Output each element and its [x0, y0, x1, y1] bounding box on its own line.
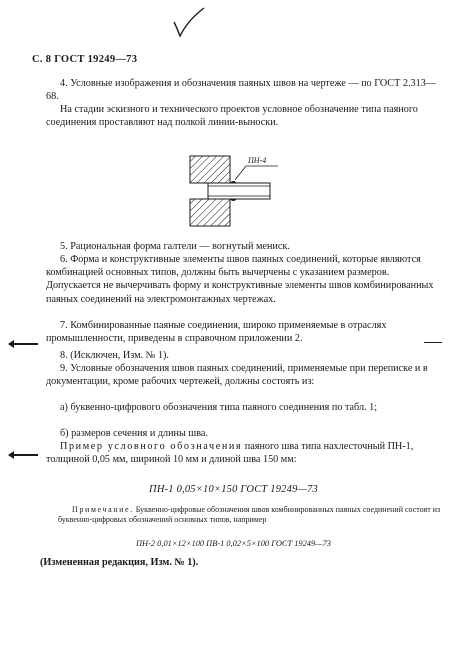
margin-dash	[424, 342, 442, 343]
paragraph-4: 4. Условные изображения и обозначения паяных швов на чертеже — по ГОСТ 2.313—68.	[46, 78, 436, 103]
example-lead: Пример условного обозначения	[60, 441, 243, 452]
margin-arrow-icon	[12, 343, 38, 345]
paragraph-item-a: а) буквенно-цифрового обозначения типа паяного соединения по табл. 1;	[60, 402, 378, 413]
margin-arrow-icon	[12, 454, 38, 456]
solder-joint-drawing	[180, 150, 290, 232]
closing-remark: (Измененная редакция, Изм. № 1).	[40, 557, 199, 568]
note-text: Буквенно-цифровые обозначения швов комбинированных паяных соединений состоят из буквенно-цифровых обозначений основных типов, например	[58, 505, 441, 525]
paragraph-7: 7. Комбинированные паяные соединения, широко применяемые в отраслях промышленности, приведены в справочном приложении 2.	[46, 320, 387, 345]
note-formula: ПН-2 0,01×12×100 ПВ-1 0,02×5×100 ГОСТ 19249—73	[136, 539, 331, 548]
check-mark-icon	[168, 6, 208, 42]
example-text: паяного шва типа нахлесточный ПН-1, толщиной 0,05 мм, шириной 10 мм и длиной шва 150 мм:	[46, 441, 414, 466]
note-lead: Примечание.	[72, 505, 134, 514]
paragraph-sketch-stage: На стадии эскизного и технического проектов условное обозначение типа паяного соединения проставляют над полкой линии-выноски.	[46, 104, 418, 129]
paragraph-5: 5. Рациональная форма галтели — вогнутый мениск.	[60, 241, 290, 252]
drawing-label: ПН-4	[248, 156, 267, 165]
paragraph-8: 8. (Исключен, Изм. № 1).	[60, 350, 169, 361]
page-header: С. 8 ГОСТ 19249—73	[32, 54, 138, 65]
note-paragraph	[58, 505, 441, 526]
paragraph-9: 9. Условные обозначения швов паяных соединений, применяемые при переписке и в документации, кроме рабочих чертежей, должны состоять из:	[46, 363, 428, 388]
designation-formula: ПН-1 0,05×10×150 ГОСТ 19249—73	[149, 484, 318, 495]
paragraph-item-b: б) размеров сечения и длины шва.	[60, 428, 208, 439]
paragraph-6: 6. Форма и конструктивные элементы швов паяных соединений, которые являются комбинацией основных типов, должны быть вычерчены с указанием размеров. Допускается не вычерчивать форму и конструктивные элементы швов комбинированных паяных соединений на электромонтажных чертежах.	[46, 254, 434, 305]
example-paragraph	[46, 440, 441, 466]
